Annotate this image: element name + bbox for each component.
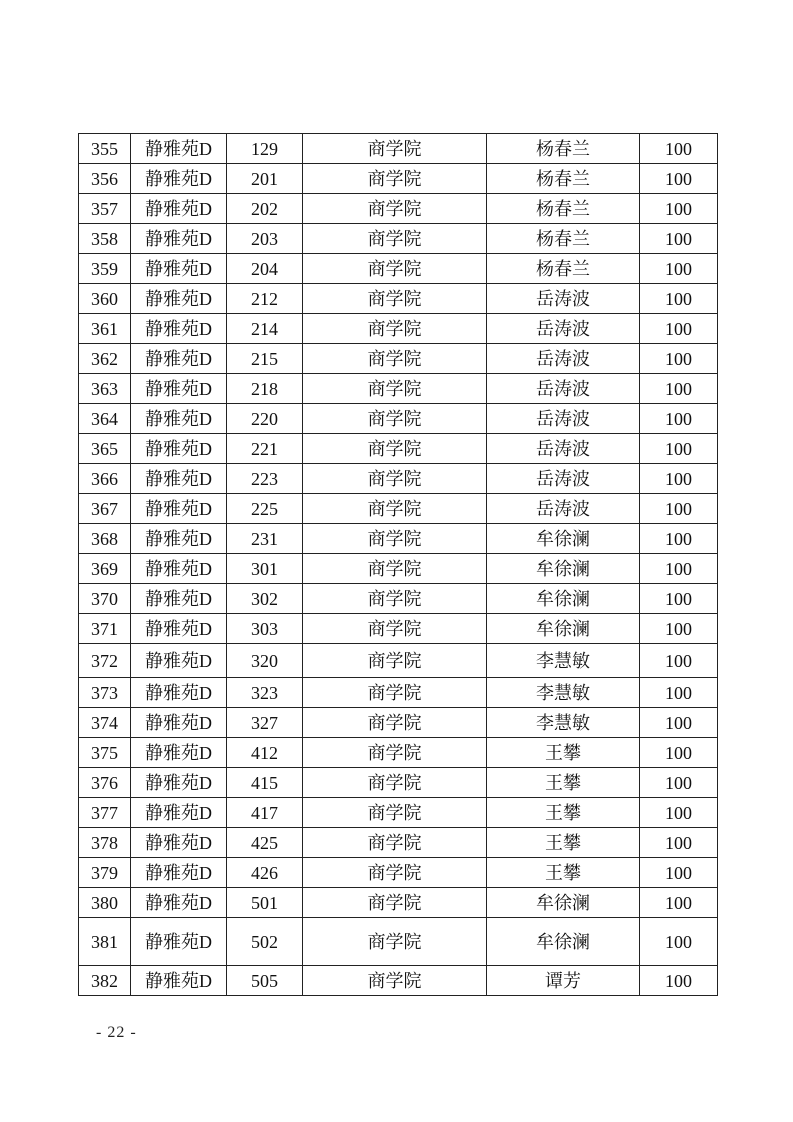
score-cell: 100 — [640, 554, 718, 584]
building-cell: 静雅苑D — [131, 134, 227, 164]
table-row — [79, 828, 718, 858]
score-cell: 100 — [640, 254, 718, 284]
row-number-cell: 373 — [79, 678, 131, 708]
table-row — [79, 554, 718, 584]
room-number-cell: 212 — [227, 284, 303, 314]
table-row — [79, 798, 718, 828]
table-body — [79, 134, 718, 996]
building-cell: 静雅苑D — [131, 164, 227, 194]
score-cell: 100 — [640, 708, 718, 738]
college-cell: 商学院 — [303, 708, 487, 738]
row-number-cell: 365 — [79, 434, 131, 464]
college-cell: 商学院 — [303, 284, 487, 314]
room-number-cell: 415 — [227, 768, 303, 798]
room-number-cell: 501 — [227, 888, 303, 918]
college-cell: 商学院 — [303, 314, 487, 344]
room-number-cell: 202 — [227, 194, 303, 224]
row-number-cell: 381 — [79, 918, 131, 966]
room-number-cell: 302 — [227, 584, 303, 614]
table-row — [79, 494, 718, 524]
table-row — [79, 524, 718, 554]
name-cell: 牟徐澜 — [487, 524, 640, 554]
name-cell: 王攀 — [487, 828, 640, 858]
row-number-cell: 360 — [79, 284, 131, 314]
room-number-cell: 214 — [227, 314, 303, 344]
college-cell: 商学院 — [303, 678, 487, 708]
building-cell: 静雅苑D — [131, 708, 227, 738]
table-row — [79, 918, 718, 966]
score-cell: 100 — [640, 314, 718, 344]
college-cell: 商学院 — [303, 194, 487, 224]
college-cell: 商学院 — [303, 828, 487, 858]
room-number-cell: 215 — [227, 344, 303, 374]
college-cell: 商学院 — [303, 768, 487, 798]
college-cell: 商学院 — [303, 966, 487, 996]
college-cell: 商学院 — [303, 584, 487, 614]
college-cell: 商学院 — [303, 554, 487, 584]
room-number-cell: 502 — [227, 918, 303, 966]
room-number-cell: 426 — [227, 858, 303, 888]
college-cell: 商学院 — [303, 888, 487, 918]
score-cell: 100 — [640, 918, 718, 966]
row-number-cell: 369 — [79, 554, 131, 584]
name-cell: 王攀 — [487, 738, 640, 768]
name-cell: 王攀 — [487, 768, 640, 798]
college-cell: 商学院 — [303, 524, 487, 554]
table-row — [79, 614, 718, 644]
name-cell: 岳涛波 — [487, 404, 640, 434]
name-cell: 李慧敏 — [487, 644, 640, 678]
row-number-cell: 382 — [79, 966, 131, 996]
college-cell: 商学院 — [303, 404, 487, 434]
score-cell: 100 — [640, 404, 718, 434]
college-cell: 商学院 — [303, 374, 487, 404]
score-cell: 100 — [640, 344, 718, 374]
table-row — [79, 164, 718, 194]
college-cell: 商学院 — [303, 798, 487, 828]
building-cell: 静雅苑D — [131, 314, 227, 344]
table-row — [79, 224, 718, 254]
room-number-cell: 231 — [227, 524, 303, 554]
room-number-cell: 412 — [227, 738, 303, 768]
score-cell: 100 — [640, 524, 718, 554]
score-cell: 100 — [640, 194, 718, 224]
college-cell: 商学院 — [303, 644, 487, 678]
building-cell: 静雅苑D — [131, 828, 227, 858]
row-number-cell: 363 — [79, 374, 131, 404]
room-number-cell: 425 — [227, 828, 303, 858]
name-cell: 牟徐澜 — [487, 554, 640, 584]
name-cell: 牟徐澜 — [487, 584, 640, 614]
score-cell: 100 — [640, 284, 718, 314]
table-row — [79, 374, 718, 404]
building-cell: 静雅苑D — [131, 464, 227, 494]
college-cell: 商学院 — [303, 464, 487, 494]
table-row — [79, 678, 718, 708]
table-row — [79, 254, 718, 284]
row-number-cell: 371 — [79, 614, 131, 644]
building-cell: 静雅苑D — [131, 434, 227, 464]
building-cell: 静雅苑D — [131, 344, 227, 374]
building-cell: 静雅苑D — [131, 224, 227, 254]
table-row — [79, 344, 718, 374]
score-cell: 100 — [640, 858, 718, 888]
score-cell: 100 — [640, 768, 718, 798]
score-cell: 100 — [640, 738, 718, 768]
name-cell: 岳涛波 — [487, 464, 640, 494]
row-number-cell: 362 — [79, 344, 131, 374]
room-number-cell: 225 — [227, 494, 303, 524]
building-cell: 静雅苑D — [131, 678, 227, 708]
row-number-cell: 357 — [79, 194, 131, 224]
table-row — [79, 314, 718, 344]
building-cell: 静雅苑D — [131, 644, 227, 678]
table-row — [79, 194, 718, 224]
row-number-cell: 380 — [79, 888, 131, 918]
college-cell: 商学院 — [303, 494, 487, 524]
name-cell: 杨春兰 — [487, 224, 640, 254]
college-cell: 商学院 — [303, 254, 487, 284]
room-number-cell: 505 — [227, 966, 303, 996]
row-number-cell: 356 — [79, 164, 131, 194]
row-number-cell: 367 — [79, 494, 131, 524]
name-cell: 岳涛波 — [487, 494, 640, 524]
score-cell: 100 — [640, 224, 718, 254]
row-number-cell: 366 — [79, 464, 131, 494]
row-number-cell: 370 — [79, 584, 131, 614]
score-cell: 100 — [640, 888, 718, 918]
row-number-cell: 359 — [79, 254, 131, 284]
score-cell: 100 — [640, 134, 718, 164]
building-cell: 静雅苑D — [131, 494, 227, 524]
table-row — [79, 434, 718, 464]
table-row — [79, 584, 718, 614]
name-cell: 王攀 — [487, 858, 640, 888]
name-cell: 杨春兰 — [487, 194, 640, 224]
college-cell: 商学院 — [303, 738, 487, 768]
score-cell: 100 — [640, 966, 718, 996]
row-number-cell: 377 — [79, 798, 131, 828]
name-cell: 谭芳 — [487, 966, 640, 996]
room-number-cell: 327 — [227, 708, 303, 738]
room-number-cell: 218 — [227, 374, 303, 404]
building-cell: 静雅苑D — [131, 254, 227, 284]
name-cell: 杨春兰 — [487, 164, 640, 194]
table-row — [79, 708, 718, 738]
name-cell: 岳涛波 — [487, 374, 640, 404]
row-number-cell: 379 — [79, 858, 131, 888]
row-number-cell: 376 — [79, 768, 131, 798]
row-number-cell: 374 — [79, 708, 131, 738]
college-cell: 商学院 — [303, 434, 487, 464]
room-number-cell: 220 — [227, 404, 303, 434]
table-row — [79, 888, 718, 918]
page-number: - 22 - — [96, 1024, 137, 1041]
score-cell: 100 — [640, 494, 718, 524]
table-row — [79, 644, 718, 678]
room-number-cell: 203 — [227, 224, 303, 254]
room-number-cell: 204 — [227, 254, 303, 284]
name-cell: 李慧敏 — [487, 708, 640, 738]
building-cell: 静雅苑D — [131, 798, 227, 828]
college-cell: 商学院 — [303, 134, 487, 164]
name-cell: 岳涛波 — [487, 434, 640, 464]
score-cell: 100 — [640, 584, 718, 614]
room-number-cell: 303 — [227, 614, 303, 644]
score-cell: 100 — [640, 614, 718, 644]
room-number-cell: 129 — [227, 134, 303, 164]
college-cell: 商学院 — [303, 164, 487, 194]
score-cell: 100 — [640, 644, 718, 678]
table-row — [79, 134, 718, 164]
building-cell: 静雅苑D — [131, 858, 227, 888]
score-cell: 100 — [640, 164, 718, 194]
row-number-cell: 355 — [79, 134, 131, 164]
table-row — [79, 404, 718, 434]
building-cell: 静雅苑D — [131, 284, 227, 314]
room-number-cell: 201 — [227, 164, 303, 194]
table-row — [79, 858, 718, 888]
name-cell: 岳涛波 — [487, 284, 640, 314]
room-number-cell: 221 — [227, 434, 303, 464]
table-row — [79, 738, 718, 768]
row-number-cell: 358 — [79, 224, 131, 254]
college-cell: 商学院 — [303, 858, 487, 888]
room-number-cell: 320 — [227, 644, 303, 678]
table-row — [79, 284, 718, 314]
building-cell: 静雅苑D — [131, 404, 227, 434]
college-cell: 商学院 — [303, 918, 487, 966]
name-cell: 岳涛波 — [487, 314, 640, 344]
room-number-cell: 323 — [227, 678, 303, 708]
name-cell: 牟徐澜 — [487, 918, 640, 966]
building-cell: 静雅苑D — [131, 888, 227, 918]
dormitory-score-table — [78, 133, 718, 996]
building-cell: 静雅苑D — [131, 966, 227, 996]
building-cell: 静雅苑D — [131, 194, 227, 224]
building-cell: 静雅苑D — [131, 524, 227, 554]
building-cell: 静雅苑D — [131, 584, 227, 614]
row-number-cell: 372 — [79, 644, 131, 678]
building-cell: 静雅苑D — [131, 554, 227, 584]
college-cell: 商学院 — [303, 344, 487, 374]
table-row — [79, 966, 718, 996]
building-cell: 静雅苑D — [131, 614, 227, 644]
room-number-cell: 223 — [227, 464, 303, 494]
row-number-cell: 361 — [79, 314, 131, 344]
row-number-cell: 368 — [79, 524, 131, 554]
score-cell: 100 — [640, 464, 718, 494]
name-cell: 杨春兰 — [487, 134, 640, 164]
college-cell: 商学院 — [303, 614, 487, 644]
score-cell: 100 — [640, 828, 718, 858]
room-number-cell: 417 — [227, 798, 303, 828]
name-cell: 王攀 — [487, 798, 640, 828]
name-cell: 岳涛波 — [487, 344, 640, 374]
score-cell: 100 — [640, 678, 718, 708]
name-cell: 牟徐澜 — [487, 888, 640, 918]
score-cell: 100 — [640, 434, 718, 464]
row-number-cell: 364 — [79, 404, 131, 434]
college-cell: 商学院 — [303, 224, 487, 254]
table-row — [79, 768, 718, 798]
table-row — [79, 464, 718, 494]
name-cell: 牟徐澜 — [487, 614, 640, 644]
building-cell: 静雅苑D — [131, 918, 227, 966]
building-cell: 静雅苑D — [131, 374, 227, 404]
score-cell: 100 — [640, 798, 718, 828]
row-number-cell: 375 — [79, 738, 131, 768]
building-cell: 静雅苑D — [131, 738, 227, 768]
building-cell: 静雅苑D — [131, 768, 227, 798]
room-number-cell: 301 — [227, 554, 303, 584]
name-cell: 李慧敏 — [487, 678, 640, 708]
score-cell: 100 — [640, 374, 718, 404]
name-cell: 杨春兰 — [487, 254, 640, 284]
row-number-cell: 378 — [79, 828, 131, 858]
